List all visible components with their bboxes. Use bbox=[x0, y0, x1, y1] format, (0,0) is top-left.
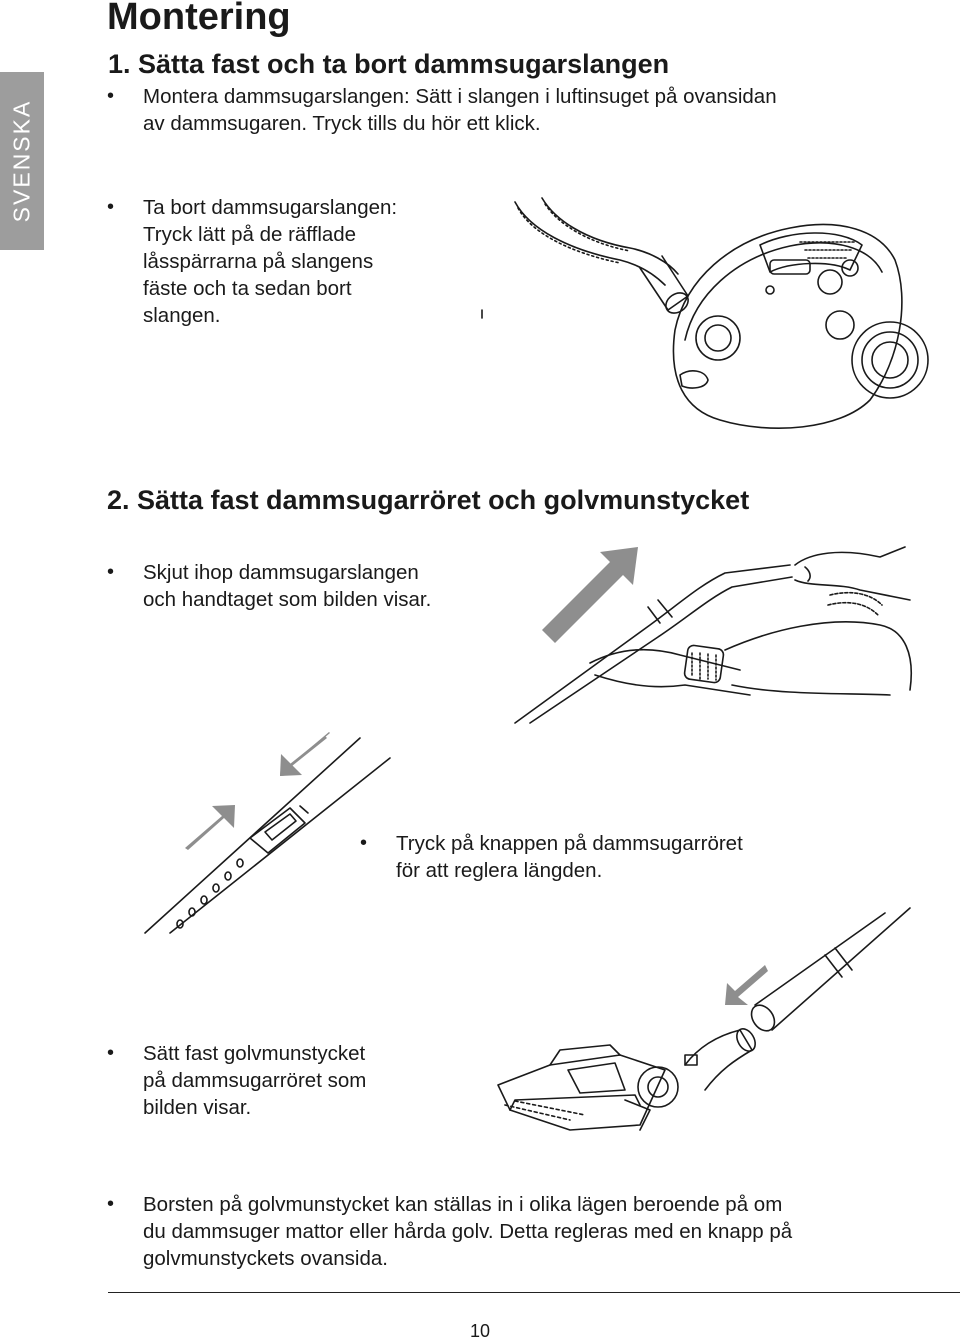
direction-arrow-icon bbox=[542, 547, 638, 643]
bullet-dot: • bbox=[107, 1193, 115, 1215]
bullet-line: Tryck på knappen på dammsugarröret bbox=[396, 832, 743, 855]
section-2-heading: 2. Sätta fast dammsugarröret och golvmunstycket bbox=[107, 485, 750, 515]
bullet-line: Skjut ihop dammsugarslangen bbox=[143, 561, 419, 584]
bullet-line: av dammsugaren. Tryck tills du hör ett klick. bbox=[143, 112, 541, 135]
bullet-line: på dammsugarröret som bbox=[143, 1069, 367, 1092]
section-2-bullet-2 bbox=[360, 830, 743, 884]
bullet-line: Ta bort dammsugarslangen: bbox=[143, 196, 398, 219]
hands-handle-illustration bbox=[510, 545, 930, 730]
page-title: Montering bbox=[107, 0, 291, 38]
bullet-line: Tryck lätt på de räfflade bbox=[143, 223, 357, 246]
bullet-dot: • bbox=[107, 196, 115, 218]
section-1-bullet-2 bbox=[107, 194, 398, 329]
bullet-line: bilden visar. bbox=[143, 1096, 252, 1119]
bullet-line: fäste och ta sedan bort bbox=[143, 277, 352, 300]
section-1-heading: 1. Sätta fast och ta bort dammsugarslangen bbox=[108, 49, 670, 79]
floor-nozzle-illustration bbox=[490, 905, 920, 1150]
bullet-line: slangen. bbox=[143, 304, 221, 327]
bullet-dot: • bbox=[107, 1042, 115, 1064]
bullet-line: Sätt fast golvmunstycket bbox=[143, 1042, 366, 1065]
section-2-bullet-1 bbox=[107, 559, 432, 613]
bullet-dot: • bbox=[360, 832, 368, 854]
bullet-line: golvmunstyckets ovansida. bbox=[143, 1247, 388, 1270]
section-1-bullet-1 bbox=[107, 83, 777, 137]
language-tab bbox=[0, 72, 44, 250]
bullet-line: Borsten på golvmunstycket kan ställas in i olika lägen beroende på om bbox=[143, 1193, 783, 1216]
section-2-bullet-4 bbox=[107, 1191, 793, 1272]
bullet-line: Montera dammsugarslangen: Sätt i slangen i luftinsuget på ovansidan bbox=[143, 85, 777, 108]
direction-arrow-icon bbox=[185, 805, 235, 850]
bullet-dot: • bbox=[107, 85, 115, 107]
bullet-line: och handtaget som bilden visar. bbox=[143, 588, 432, 611]
bullet-dot: • bbox=[107, 561, 115, 583]
page-number: 10 bbox=[469, 1321, 491, 1341]
bullet-line: för att reglera längden. bbox=[396, 859, 603, 882]
bullet-line: du dammsuger mattor eller hårda golv. Detta regleras med en knapp på bbox=[143, 1220, 793, 1243]
vacuum-cleaner-illustration bbox=[470, 190, 940, 440]
language-tab-label: SVENSKA bbox=[8, 99, 35, 223]
section-2-bullet-3 bbox=[107, 1040, 367, 1121]
direction-arrow-icon bbox=[725, 965, 768, 1005]
bullet-line: låsspärrarna på slangens bbox=[143, 250, 374, 273]
footer-divider bbox=[108, 1292, 960, 1293]
